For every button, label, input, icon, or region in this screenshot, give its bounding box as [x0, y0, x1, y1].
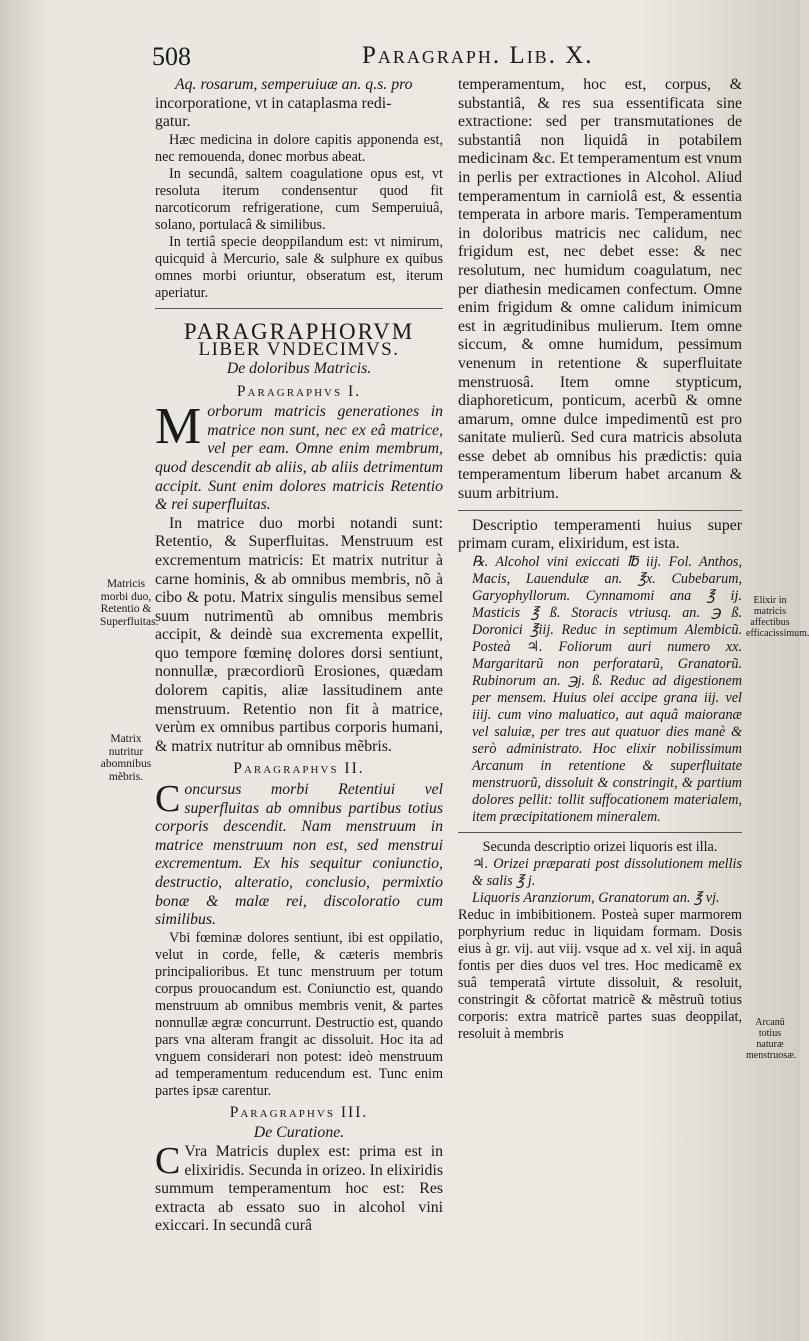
page-number: 508	[152, 42, 191, 71]
paragraph: In secundâ, saltem coagulatione opus est, vt resoluta iterum condensentur quod fit narcoticorum refrigeratione, cum Semperuiuâ, solano, portulacâ & similibus.	[155, 165, 443, 233]
section-subtitle: De Curatione.	[253, 1124, 345, 1142]
recipe-line: incorporatione, vt in cataplasma redi-	[155, 94, 392, 112]
right-column	[458, 76, 742, 1043]
left-column	[155, 76, 443, 1236]
recipe-sub: Liquoris Aranziorum, Granatorum an. ℥ vj.	[472, 889, 720, 906]
paragraph-heading: Paragraphvs III.	[229, 1103, 369, 1121]
paragraph: temperamentum, hoc est, corpus, & substantiâ, & res sua essentificata sine extractione: sed per transmutationes de substantiâ non liquidâ in potabilem medicinam &c. Et temperamentum est vnum in perlis per extractiones in Alcohol. Aliud temperamentum in carniolâ est, & essentia temperata in arbore maris. Temperamentum in doloribus matricis nec calidum, nec frigidum est, nec debet esse: & nec resolutum, nec humidum coagulatum, nec per diathesin medicamen confectum. Omne enim frigidum & omne calidum inimicum est in ægritudinibus mulierum. Item omne siccum, & omne humidum, pessimum venenum in retentione & superfluitate menstruosâ. Item omne stypticum, diaphoreticum, ponticum, acerbũ & omne amarum, omne dulce impedimentũ est pro sanitate mulierũ. Sed cura matricis absoluta esse debet ab omnibus his prædictis: quia temperamentum liberum habet arcanum & suum arbitrium.	[458, 76, 742, 503]
margin-note: Elixir in matricis affectibus efficacissimum.	[746, 595, 809, 639]
running-head: Paragraph. Lib. X.	[362, 42, 594, 69]
section-rule	[155, 308, 443, 309]
paragraph-heading: Paragraphvs II.	[233, 760, 365, 778]
paragraph: Hæc medicina in dolore capitis apponenda est, nec remouenda, donec morbus abeat.	[155, 131, 443, 165]
drop-capital: C	[155, 778, 181, 821]
recipe-line: gatur.	[155, 113, 191, 131]
paragraph: Vbi fœminæ dolores sentiunt, ibi est oppilatio, velut in corde, felle, & cæteris membris principalioribus. Et tunc menstruum per totum corpus prouocandum est. Coniunctio est, quando menstruum ab omnibus membris venit, & partes nonnullæ ægræ concurrunt. Destructio est, quando pars vna alteram frangit ac dissoluit. Hoc ita ad vnguem considerari non potest: ideò menstruum ad temperamentum reducendum est. Tunc enim partes ipsæ carentur.	[155, 929, 443, 1099]
drop-capital: M	[155, 398, 202, 456]
margin-note: Matrix nutritur abomnibus mẽbris.	[100, 733, 152, 783]
book-title: PARAGRAPHORVM	[183, 318, 415, 344]
paragraph: In tertiâ specie deoppilandum est: vt nimirum, quicquid à Mercurio, sale & sulphure ex quibus omnes morbi oriuntur, obseratum est, iterum aperiatur.	[155, 233, 443, 301]
book-subtitle: LIBER VNDECIMVS.	[198, 339, 400, 361]
recipe-head: ♃. Orizei præparati post dissolutionem mellis & salis ℥ j.	[472, 855, 742, 889]
recipe-line: Aq. rosarum, semperuiuæ an. q.s. pro	[175, 76, 413, 93]
section-rule	[458, 510, 742, 511]
recipe: Reduc in imbibitionem. Posteà super marmorem porphyrium reduc in liquidam formam. Dosis eius à gr. vij. aut viij. vsque ad x. vel xij. in aquâ fontis per dies duos vel tres. Hoc medicamẽ ex suâ temperatâ virtute dissoluit, & resoluit, constringit & cõfortat matricẽ & mẽstruũ totius corporis: extra matricẽ partes suas deoppilat, resoluit à membris	[458, 906, 742, 1042]
paragraph: Vra Matricis duplex est: prima est in elixiridis. Secunda in orizeo. In elixiridis summum temperamentum hoc est: Res extracta ab essato suo in alcohol vini exiccari. In secundâ curâ	[155, 1142, 443, 1235]
page-header	[150, 40, 750, 72]
paragraph-heading: Paragraphvs I.	[236, 382, 362, 400]
recipe: ℞. Alcohol vini exiccati ℔ iij. Fol. Anthos, Macis, Lauendulæ an. ℥x. Cubebarum, Garyophyllorum. Cynnamomi ana ℥ ij. Masticis ℥ ß. Storacis vtriusq. an. ℈ ß. Doronici ℥iij. Reduc in septimum Alembicũ. Posteà ♃. Foliorum auri numero xx. Margaritarũ non perforatarũ, Granatorũ. Rubinorum an. ℈j. ß. Reduc ad digestionem per mensem. Huius olei accipe grana iij. vel iiij. cum vino maluatico, aut aquâ maioranæ vel saluiæ, per tres aut quatuor dies manè & serò administrato. Hoc elixir nobilissimum Arcanum in retentione & superfluitate menstruorũ, dissoluit & constringit, & partium dolores pellit: tollit suffocationem materialem, item præcipitationem mineralem.	[472, 553, 742, 825]
summary-italic: orborum matricis generationes in matrice non sunt, nec ex eâ matrice, vel per eam. Omne enim membrum, quod descendit ab aliis, ab aliis detrimentum accipit. Sunt enim dolores matricis Retentio & rei superfluitas.	[155, 403, 443, 514]
drop-capital: C	[155, 1139, 181, 1182]
margin-note: Arcanũ totius naturæ menstruosæ.	[746, 1017, 797, 1061]
description: Descriptio temperamenti huius super primam curam, elixiridum, est ista.	[458, 516, 742, 553]
chapter-subject: De doloribus Matricis.	[226, 359, 372, 377]
margin-note: Matricis morbi duo, Retentio & Superfluitas.	[100, 578, 159, 628]
description: Secunda descriptio orizei liquoris est illa.	[482, 838, 718, 855]
paragraph: In matrice duo morbi notandi sunt: Retentio, & Superfluitas. Menstruum est excrementum matricis: Et matrix nutritur à carne hominis, & ab omnibus membris, nõ à cibo & potu. Matrix singulis mensibus semel suum nutrimentũ ab omnibus membris accipit, & deindè sua excrementa expellit, quo tempore fœminę dolores dorsi sentiunt, nonnullæ, præcordiorũ Erosiones, quædam dolorem capitis, aliæ lassitudinem ante menstruum. Retentio non fit à matrice, verùm ex omnibus partibus corporis humani, & matrix nutritur ab omnibus mẽbris.	[155, 514, 443, 755]
section-rule	[458, 832, 742, 833]
summary-italic: oncursus morbi Retentiui vel superfluitas ab omnibus partibus totius corporis descendit. Nam menstruum in matrice menstruum non est, sed menstrui excrementum. Ex his sequitur coniunctio, destructio, alteratio, conclusio, permixtio bonæ & malæ rei, discoloratio cum similibus.	[155, 781, 443, 929]
